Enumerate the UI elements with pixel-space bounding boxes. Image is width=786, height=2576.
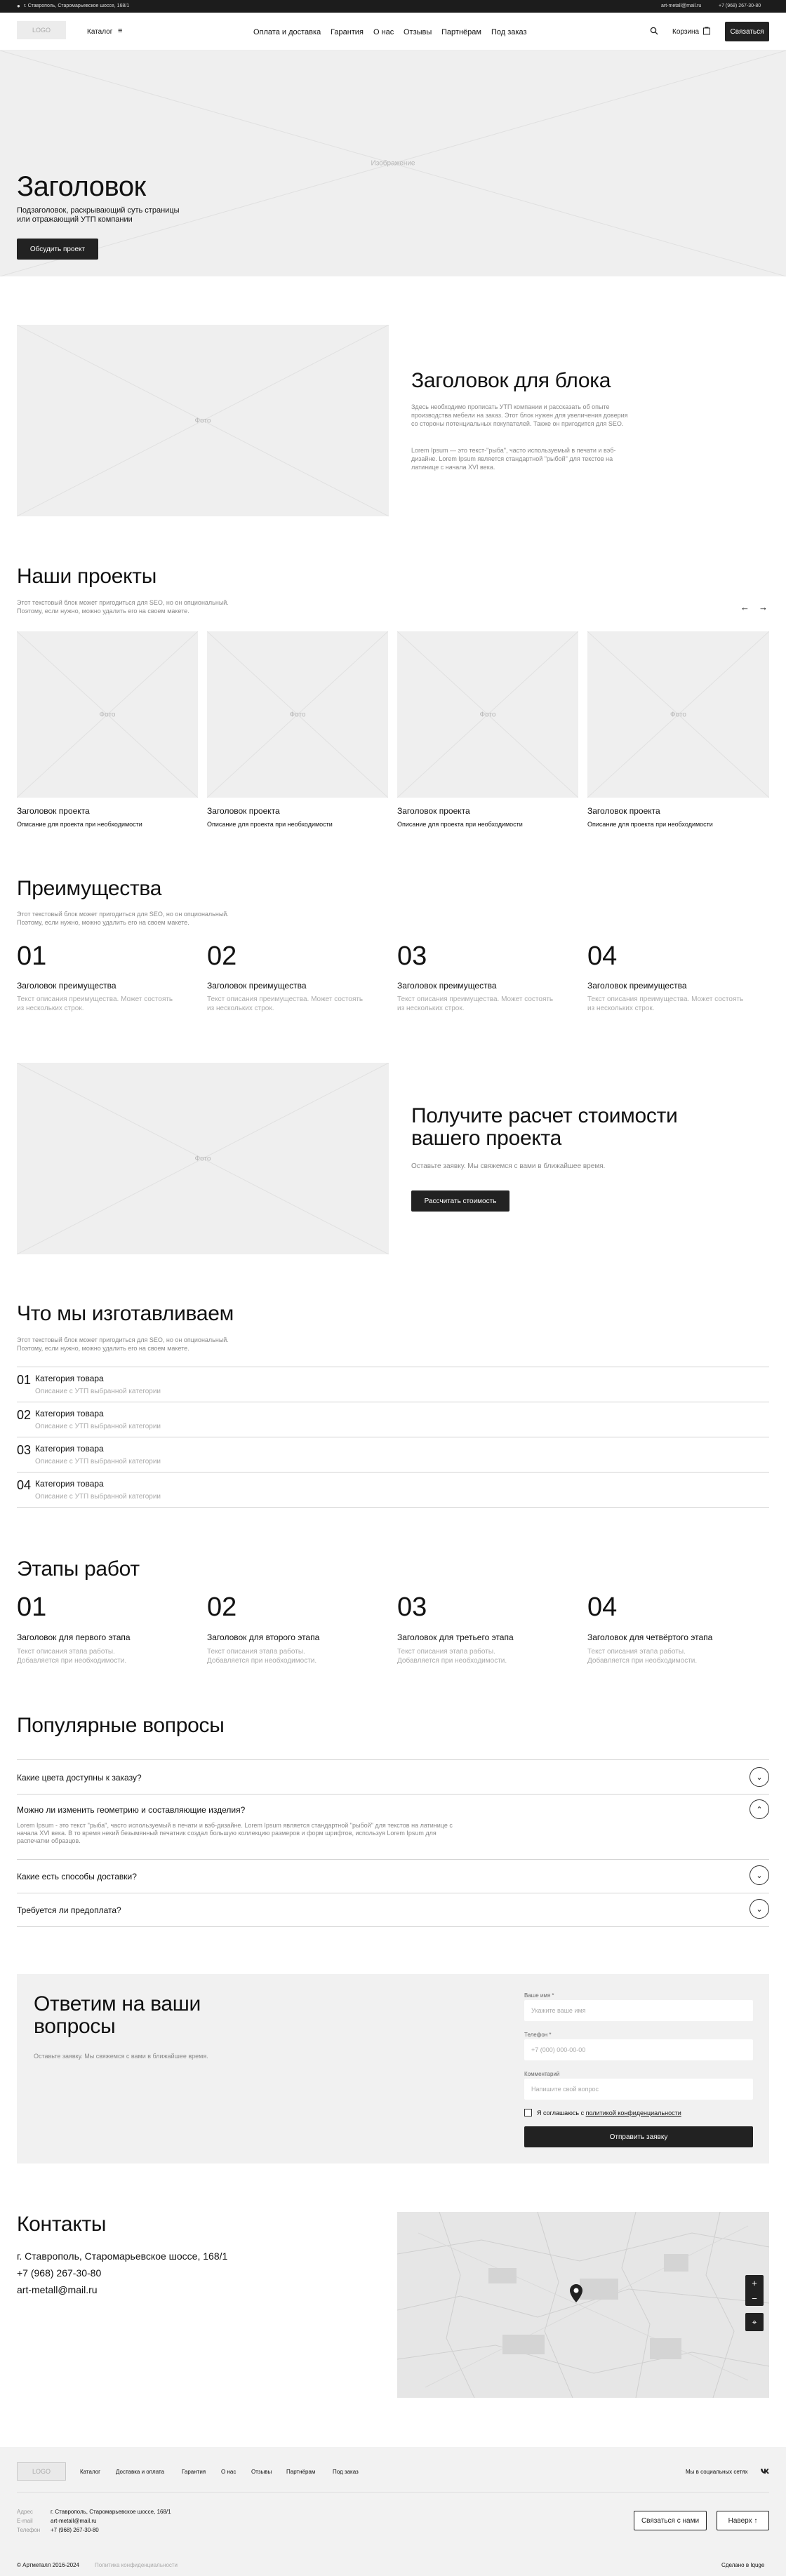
hero-title: Заголовок	[17, 171, 146, 202]
about-paragraph-2: Lorem Ipsum — это текст-"рыба", часто используемый в печати и вэб-дизайне. Lorem Ipsum является стандартной "рыбой" для текстов на латинице с начала XVI века.	[411, 447, 616, 471]
nav-partners[interactable]: Партнёрам	[441, 28, 481, 36]
footer-contact-button[interactable]: Связаться с нами	[634, 2511, 707, 2530]
footer-divider	[17, 2492, 769, 2493]
cta-title-2: вашего проекта	[411, 1127, 561, 1150]
cta-photo	[17, 1063, 389, 1254]
cta-photo-label: Фото	[194, 1155, 211, 1162]
products-desc-2: Поэтому, если нужно, можно удалить его на своем макете.	[17, 1345, 189, 1352]
topbar-address: г. Ставрополь, Старомарьевское шоссе, 168/1	[24, 4, 130, 8]
about-title: Заголовок для блока	[411, 369, 611, 392]
advantage-text-1: Текст описания преимущества. Может состоять	[207, 995, 364, 1003]
stage-text-2: Добавляется при необходимости.	[17, 1657, 127, 1665]
nav-guarantee[interactable]: Гарантия	[331, 28, 364, 36]
project-desc: Описание для проекта при необходимости	[397, 821, 523, 828]
divider	[17, 1859, 769, 1860]
advantage-text-1: Текст описания преимущества. Может состоять	[397, 995, 554, 1003]
project-photo-label: Фото	[479, 711, 496, 718]
footer-email[interactable]: art-metall@mail.ru	[51, 2518, 97, 2524]
project-title: Заголовок проекта	[207, 806, 280, 816]
chevron-up-icon[interactable]: ⌃	[750, 1799, 769, 1819]
menu-icon[interactable]: ≡	[118, 27, 123, 35]
project-photo-label: Фото	[289, 711, 306, 718]
advantage-number: 02	[207, 941, 237, 971]
product-title: Категория товара	[35, 1409, 104, 1418]
hero-image-label: Изображение	[371, 159, 415, 168]
faq-question[interactable]: Можно ли изменить геометрию и составляющие изделия?	[17, 1805, 246, 1815]
cta-desc: Оставьте заявку. Мы свяжемся с вами в ближайшее время.	[411, 1162, 606, 1170]
map-zoom-in-button[interactable]: +	[745, 2275, 764, 2290]
project-title: Заголовок проекта	[17, 806, 90, 816]
cart-link[interactable]: Корзина	[672, 28, 700, 36]
stage-title: Заголовок для второго этапа	[207, 1632, 320, 1642]
advantage-text-1: Текст описания преимущества. Может состоять	[17, 995, 173, 1003]
question-form-section	[17, 1974, 769, 2164]
nav-delivery[interactable]: Оплата и доставка	[253, 28, 321, 36]
submit-request-button[interactable]: Отправить заявку	[524, 2126, 753, 2147]
search-icon[interactable]	[650, 27, 658, 35]
divider	[17, 1926, 769, 1927]
project-photo-label: Фото	[99, 711, 116, 718]
consent-prefix: Я соглашаюсь с	[537, 2109, 586, 2117]
phone-label: Телефон *	[524, 2032, 552, 2038]
comment-input[interactable]: Напишите свой вопрос	[524, 2079, 753, 2100]
projects-prev-arrow[interactable]: ←	[740, 602, 750, 612]
topbar-email[interactable]: art-metall@mail.ru	[661, 4, 702, 8]
form-title-1: Ответим на ваши	[34, 1992, 201, 2015]
advantage-text-2: из нескольких строк.	[587, 1005, 655, 1012]
hero-subtitle-2: или отражающий УТП компании	[17, 215, 133, 224]
product-number: 04	[17, 1478, 32, 1492]
chevron-down-icon[interactable]: ⌄	[750, 1865, 769, 1885]
footer	[0, 2447, 786, 2576]
cta-title-1: Получите расчет стоимости	[411, 1104, 678, 1127]
name-label: Ваше имя *	[524, 1992, 554, 1999]
footer-nav-partners[interactable]: Партнёрам	[286, 2469, 316, 2475]
stage-text-1: Текст описания этапа работы.	[397, 1648, 495, 1656]
stage-number: 03	[397, 1592, 427, 1622]
stage-text-2: Добавляется при необходимости.	[587, 1657, 698, 1665]
products-list	[17, 1367, 769, 1510]
product-desc: Описание с УТП выбранной категории	[35, 1493, 161, 1501]
divider	[17, 1759, 769, 1760]
topbar-phone[interactable]: +7 (968) 267-30-80	[719, 4, 761, 8]
product-number: 03	[17, 1443, 32, 1457]
products-title: Что мы изготавливаем	[17, 1302, 234, 1325]
product-title: Категория товара	[35, 1444, 104, 1454]
nav-reviews[interactable]: Отзывы	[404, 28, 432, 36]
consent-text	[537, 2109, 681, 2117]
stage-text-1: Текст описания этапа работы.	[17, 1648, 115, 1656]
calculate-cost-button[interactable]: Рассчитать стоимость	[411, 1190, 509, 1212]
footer-nav-about[interactable]: О нас	[221, 2469, 237, 2475]
discuss-project-button[interactable]: Обсудить проект	[17, 239, 98, 260]
advantage-number: 01	[17, 941, 47, 971]
advantages-title: Преимущества	[17, 877, 162, 900]
advantage-text-2: из нескольких строк.	[17, 1005, 84, 1012]
comment-label: Комментарий	[524, 2071, 560, 2077]
stage-title: Заголовок для третьего этапа	[397, 1632, 514, 1642]
vk-icon[interactable]	[761, 2468, 769, 2474]
nav-about[interactable]: О нас	[373, 28, 394, 36]
product-desc: Описание с УТП выбранной категории	[35, 1458, 161, 1465]
contacts-phone[interactable]: +7 (968) 267-30-80	[17, 2267, 102, 2279]
top-bar	[0, 0, 786, 13]
footer-privacy-link[interactable]: Политика конфиденциальности	[95, 2562, 178, 2568]
faq-answer-2: начала XVI века. В то время некий безымянный печатник создал большую коллекцию размеров и форм шрифтов, используя Lorem Ipsum для	[17, 1830, 437, 1837]
footer-nav-catalog[interactable]: Каталог	[80, 2469, 101, 2475]
privacy-policy-link[interactable]: политикой конфиденциальности	[585, 2109, 681, 2117]
hero-image	[0, 51, 786, 276]
footer-nav-reviews[interactable]: Отзывы	[251, 2469, 272, 2475]
project-title: Заголовок проекта	[587, 806, 660, 816]
footer-made-by[interactable]: Сделано в Iquge	[721, 2562, 765, 2568]
stage-number: 01	[17, 1592, 47, 1622]
cart-icon[interactable]	[702, 27, 711, 35]
product-number: 01	[17, 1373, 32, 1387]
hero-subtitle-1: Подзаголовок, раскрывающий суть страницы	[17, 206, 180, 215]
divider	[17, 1507, 769, 1508]
map[interactable]	[397, 2212, 769, 2398]
advantage-text-2: из нескольких строк.	[207, 1005, 274, 1012]
advantage-text-2: из нескольких строк.	[397, 1005, 465, 1012]
project-desc: Описание для проекта при необходимости	[587, 821, 713, 828]
stage-text-2: Добавляется при необходимости.	[397, 1657, 507, 1665]
faq-question[interactable]: Требуется ли предоплата?	[17, 1905, 121, 1915]
project-photo	[397, 631, 578, 798]
map-pin-icon	[570, 2284, 582, 2302]
about-photo	[17, 325, 389, 516]
contacts-title: Контакты	[17, 2213, 107, 2236]
products-desc-1: Этот текстовый блок может пригодиться для SEO, но он опциональный.	[17, 1336, 229, 1343]
divider	[17, 1472, 769, 1473]
footer-social-label: Мы в социальных сетях	[686, 2469, 748, 2475]
pin-icon: ●	[17, 3, 20, 9]
consent-checkbox[interactable]	[524, 2109, 532, 2117]
stage-title: Заголовок для четвёртого этапа	[587, 1632, 713, 1642]
project-desc: Описание для проекта при необходимости	[17, 821, 142, 828]
name-input[interactable]: Укажите ваше имя	[524, 2000, 753, 2021]
form-title-2: вопросы	[34, 2015, 116, 2038]
projects-desc-1: Этот текстовый блок может пригодиться для SEO, но он опциональный.	[17, 599, 229, 606]
advantage-title: Заголовок преимущества	[207, 981, 307, 991]
stage-text-2: Добавляется при необходимости.	[207, 1657, 317, 1665]
about-paragraph-1: Здесь необходимо прописать УТП компании и рассказать об опыте производства мебели на заказ. Этот блок нужен для увеличения доверия со стороны потенциальных покупателей. Также он пригодится для SEO.	[411, 403, 628, 427]
project-photo	[17, 631, 198, 798]
nav-custom[interactable]: Под заказ	[491, 28, 527, 36]
product-title: Категория товара	[35, 1374, 104, 1383]
scroll-up-button[interactable]: Наверх ↑	[717, 2511, 769, 2530]
footer-phone[interactable]: +7 (968) 267-30-80	[51, 2527, 99, 2533]
advantage-number: 04	[587, 941, 618, 971]
footer-address: г. Ставрополь, Старомарьевское шоссе, 168/1	[51, 2509, 171, 2515]
stage-text-1: Текст описания этапа работы.	[207, 1648, 305, 1656]
footer-nav-custom[interactable]: Под заказ	[333, 2469, 359, 2475]
project-title: Заголовок проекта	[397, 806, 470, 816]
form-desc: Оставьте заявку. Мы свяжемся с вами в ближайшее время.	[34, 2053, 208, 2060]
stage-number: 02	[207, 1592, 237, 1622]
advantage-number: 03	[397, 941, 427, 971]
product-number: 02	[17, 1408, 32, 1422]
contacts-email[interactable]: art-metall@mail.ru	[17, 2284, 98, 2295]
faq-answer-3: распечатки образцов.	[17, 1837, 81, 1844]
logo[interactable]: LOGO	[17, 21, 66, 39]
footer-address-label: Адрес	[17, 2509, 33, 2515]
about-photo-label: Фото	[194, 417, 211, 424]
map-locate-button[interactable]: ⌖	[745, 2313, 764, 2331]
chevron-down-icon[interactable]: ⌄	[750, 1767, 769, 1787]
faq-list	[17, 1759, 769, 1928]
stages-title: Этапы работ	[17, 1557, 140, 1581]
header	[0, 13, 786, 51]
projects-next-arrow[interactable]: →	[759, 602, 768, 612]
stage-text-1: Текст описания этапа работы.	[587, 1648, 686, 1656]
stage-title: Заголовок для первого этапа	[17, 1632, 131, 1642]
projects-title: Наши проекты	[17, 565, 156, 588]
catalog-link[interactable]: Каталог	[87, 28, 113, 36]
advantages-desc-2: Поэтому, если нужно, можно удалить его на своем макете.	[17, 919, 189, 926]
stage-number: 04	[587, 1592, 618, 1622]
advantage-title: Заголовок преимущества	[587, 981, 687, 991]
projects-desc-2: Поэтому, если нужно, можно удалить его на своем макете.	[17, 608, 189, 615]
product-desc: Описание с УТП выбранной категории	[35, 1388, 161, 1395]
footer-nav-guarantee[interactable]: Гарантия	[182, 2469, 206, 2475]
footer-phone-label: Телефон	[17, 2527, 41, 2533]
faq-question[interactable]: Какие цвета доступны к заказу?	[17, 1773, 142, 1783]
product-desc: Описание с УТП выбранной категории	[35, 1423, 161, 1430]
project-photo-label: Фото	[670, 711, 686, 718]
faq-question[interactable]: Какие есть способы доставки?	[17, 1872, 137, 1881]
advantages-desc-1: Этот текстовый блок может пригодиться для SEO, но он опциональный.	[17, 911, 229, 918]
faq-title: Популярные вопросы	[17, 1714, 225, 1737]
project-photo	[587, 631, 769, 798]
map-zoom-out-button[interactable]: −	[745, 2290, 764, 2306]
advantage-title: Заголовок преимущества	[17, 981, 116, 991]
chevron-down-icon[interactable]: ⌄	[750, 1899, 769, 1919]
project-desc: Описание для проекта при необходимости	[207, 821, 333, 828]
phone-input[interactable]: +7 (000) 000-00-00	[524, 2039, 753, 2060]
footer-copyright: © Артметалл 2016-2024	[17, 2562, 79, 2568]
product-title: Категория товара	[35, 1479, 104, 1489]
advantage-title: Заголовок преимущества	[397, 981, 497, 991]
project-photo	[207, 631, 388, 798]
footer-nav-delivery[interactable]: Доставка и оплата	[116, 2469, 165, 2475]
footer-logo[interactable]: LOGO	[17, 2462, 66, 2481]
header-contact-button[interactable]: Связаться	[725, 22, 769, 41]
faq-answer-1: Lorem Ipsum - это текст "рыба", часто используемый в печати и вэб-дизайне. Lorem Ipsum является стандартной "рыбой" для текстов на латинице с	[17, 1822, 453, 1829]
advantage-text-1: Текст описания преимущества. Может состоять	[587, 995, 744, 1003]
footer-email-label: E-mail	[17, 2518, 33, 2524]
divider	[17, 1794, 769, 1795]
contacts-address: г. Ставрополь, Старомарьевское шоссе, 168/1	[17, 2250, 228, 2262]
